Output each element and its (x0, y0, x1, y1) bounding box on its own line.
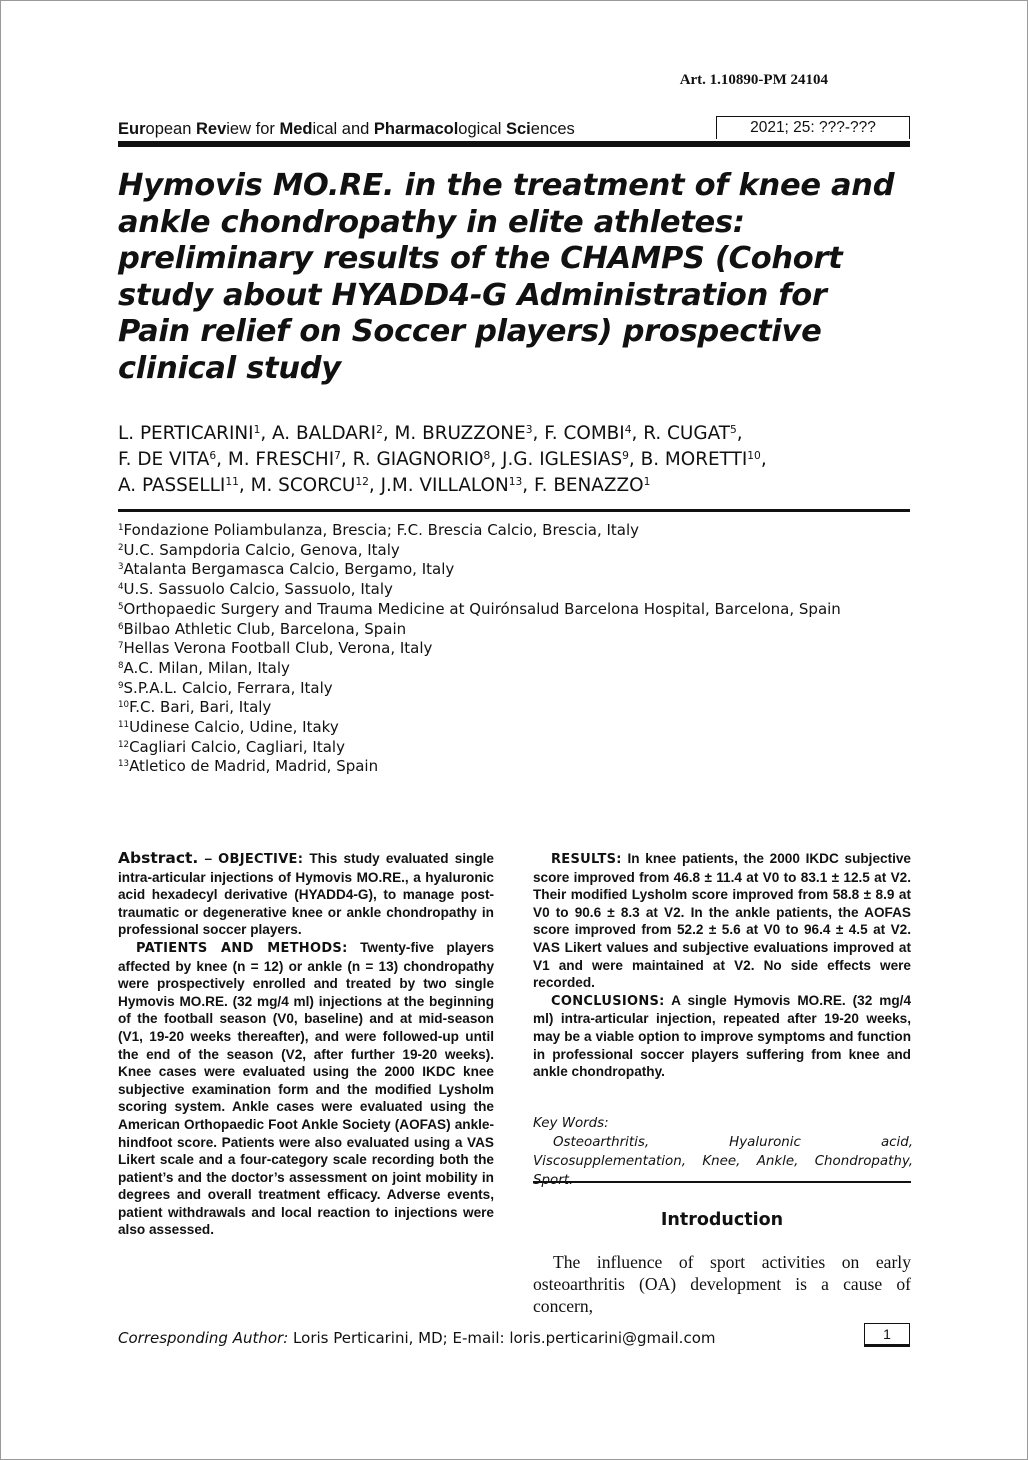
results-text: In knee patients, the 2000 IKDC subjective score improved from 46.8 ± 11.4 at V0 to 83.1 ± 12.5 at V2. Their modified Lysholm score improved from 58.8 ± 8.9 at V0 to 90.6 ± 8.3 at V2. In the ankle patients, the AOFAS score improved from 52.2 ± 5.6 at V0 to 96.4 ± 4.5 at V2. VAS Likert values and subjective evaluations improved at V1 and were maintained at V2. No side effects were recorded. (533, 851, 911, 991)
author-name: A. PASSELLI (118, 475, 226, 496)
affiliation-text: U.S. Sassuolo Calcio, Sassuolo, Italy (123, 580, 393, 599)
affiliation-text: U.C. Sampdoria Calcio, Genova, Italy (123, 540, 400, 559)
author-name: J.M. VILLALON (380, 475, 509, 496)
abstract-heading: Abstract. (118, 849, 199, 867)
affiliation-item (118, 620, 918, 640)
affiliation-item (118, 738, 918, 758)
author-name: R. GIAGNORIO (352, 449, 484, 470)
header-rule (118, 141, 910, 147)
author-name: M. FRESCHI (227, 449, 335, 470)
author-name: F. DE VITA (118, 449, 210, 470)
methods-text: Twenty-five players affected by knee (n = 12) or ankle (n = 13) chondropathy were prospectively enrolled and treated by two single Hymovis MO.RE. (32 mg/4 ml) injections at the beginning of the football season (V0, baseline) and at mid-season (V1, 19-20 weeks thereafter), and were followed-up until the end of the season (V2, after further 19-20 weeks). Knee cases were evaluated using the 2000 IKDC knee subjective examination form and the modified Lysholm scoring system. Ankle cases were evaluated using the American Orthopaedic Foot Ankle Society (AOFAS) ankle-hindfoot score. Patients were also evaluated using a VAS Likert scale and a four-category scale recording both the patient’s and the doctor’s assessment on joint mobility in degrees and overall treatment efficacy. Adverse events, patient withdrawals and local reaction to injections were also assessed. (118, 939, 495, 1238)
author-affiliation-number: 12 (355, 475, 369, 489)
affiliation-number: 9 (118, 680, 124, 691)
author-affiliation-number: 2 (376, 423, 383, 437)
affiliation-item (118, 718, 918, 738)
author-affiliation-number: 4 (624, 423, 632, 437)
affiliation-item (118, 560, 918, 580)
affiliation-number: 13 (118, 759, 130, 770)
affiliation-text: S.P.A.L. Calcio, Ferrara, Italy (123, 678, 333, 697)
affiliation-number: 3 (118, 562, 124, 573)
author-affiliation-number: 1 (253, 423, 261, 437)
author-affiliation-number: 7 (334, 449, 341, 463)
keywords-rule (533, 1181, 911, 1183)
author-affiliation-number: 5 (729, 423, 737, 437)
keywords-text: Osteoarthritis, Hyaluronic acid, Viscosupplementation, Knee, Ankle, Chondropathy, (533, 1135, 913, 1169)
corresponding-author (118, 1329, 715, 1347)
affiliation-item (118, 639, 918, 659)
introduction-heading: Introduction (660, 1210, 784, 1230)
author-name: F. COMBI (544, 423, 625, 444)
affiliation-item (118, 580, 918, 600)
corresponding-text: Loris Perticarini, MD; E-mail: loris.perticarini@gmail.com (288, 1329, 716, 1347)
article-title: Hymovis MO.RE. in the treatment of knee and ankle chondropathy in elite athletes: preliminary results of the CHAMPS (Cohort study about HYADD4-G Administration for Pain relief on Soccer players) prospective clinical study (118, 168, 895, 386)
affiliation-text: Hellas Verona Football Club, Verona, Italy (123, 639, 433, 658)
affiliation-number: 10 (118, 700, 130, 711)
journal-name-part: ogical (458, 120, 506, 138)
author-affiliation-number: 9 (622, 449, 629, 463)
author-name: B. MORETTI (640, 449, 748, 470)
author-name: A. BALDARI (272, 423, 377, 444)
page-number: 1 (864, 1323, 910, 1347)
journal-name-part: Pharmacol (373, 120, 459, 138)
affiliation-number: 7 (118, 641, 124, 652)
methods-label: PATIENTS AND METHODS: (136, 940, 348, 956)
affiliation-number: 12 (118, 739, 130, 750)
affiliation-list (118, 521, 918, 777)
affiliation-item (118, 541, 918, 561)
journal-volume: 2021; 25: ???-??? (716, 116, 910, 139)
abstract-right-column (533, 850, 911, 1081)
journal-name-part: ical and (312, 120, 374, 138)
affiliation-text: Orthopaedic Surgery and Trauma Medicine at Quirónsalud Barcelona Hospital, Barcelona, Spain (123, 599, 841, 618)
conclusions-label: CONCLUSIONS: (551, 993, 665, 1009)
article-reference: Art. 1.10890-PM 24104 (679, 72, 828, 88)
affiliation-number: 8 (118, 661, 124, 672)
author-name: F. BENAZZO (534, 475, 644, 496)
abstract-dash: – (198, 851, 219, 866)
objective-label: OBJECTIVE: (218, 852, 304, 867)
author-affiliation-number: 10 (747, 449, 761, 463)
affiliation-item (118, 757, 918, 777)
affiliation-text: Udinese Calcio, Udine, Itaky (129, 718, 339, 737)
author-affiliation-number: 1 (643, 475, 651, 489)
affiliation-number: 2 (118, 542, 124, 553)
author-affiliation-number: 13 (508, 475, 523, 489)
abstract-left-column (118, 850, 494, 1239)
journal-name-part: Med (279, 120, 313, 138)
journal-name-part: Rev (195, 120, 227, 138)
affiliation-item (118, 659, 918, 679)
journal-name (118, 120, 575, 139)
author-name: M. BRUZZONE (394, 423, 526, 444)
author-affiliation-number: 6 (209, 449, 217, 463)
affiliation-item (118, 521, 918, 541)
affiliation-text: A.C. Milan, Milan, Italy (123, 658, 290, 677)
conclusions-text: A single Hymovis MO.RE. (32 mg/4 ml) intra-articular injection, repeated after 19-20 weeks, may be a viable option to improve symptoms and function in professional soccer players suffering from knee and ankle chondropathy. (533, 992, 911, 1080)
author-line: L. PERTICARINI$^1$, A. BALDARI$^2$, M. BRUZZONE$^3$, F. COMBI$^4$, R. CUGAT$^5$, (118, 423, 743, 444)
affiliation-number: 11 (118, 720, 130, 731)
author-line: A. PASSELLI$^{11}$, M. SCORCU$^{12}$, J.M. VILLALON$^{13}$, F. BENAZZO$^1$ (118, 475, 651, 496)
journal-name-part: opean (145, 120, 196, 138)
affiliation-text: Atalanta Bergamasca Calcio, Bergamo, Italy (123, 560, 455, 579)
affiliation-item (118, 679, 918, 699)
author-name: J.G. IGLESIAS (502, 449, 623, 470)
affiliation-item (118, 698, 918, 718)
affiliation-text: Bilbao Athletic Club, Barcelona, Spain (123, 619, 407, 638)
author-affiliation-number: 3 (525, 423, 533, 437)
affiliation-item (118, 600, 918, 620)
author-affiliation-number: 8 (483, 449, 491, 463)
keywords-block (533, 1114, 913, 1190)
results-label: RESULTS: (551, 852, 622, 867)
author-list (118, 421, 908, 499)
introduction-text: The influence of sport activities on early osteoarthritis (OA) development is a cause of concern, (533, 1252, 911, 1316)
author-affiliation-number: 11 (225, 475, 239, 489)
journal-name-part: iew for (226, 120, 280, 138)
affiliation-text: F.C. Bari, Bari, Italy (129, 698, 272, 717)
journal-name-part: Eur (118, 120, 146, 138)
affiliation-text: Cagliari Calcio, Cagliari, Italy (129, 737, 345, 756)
affiliation-number: 6 (118, 621, 124, 632)
author-name: R. CUGAT (643, 423, 730, 444)
affiliation-number: 5 (118, 602, 124, 613)
journal-name-part: ences (530, 120, 575, 138)
objective-text: This study evaluated single intra-articular injections of Hymovis MO.RE., a hyaluronic acid hexadecyl derivative (HYADD4-G), to manage post-traumatic or degenerative knee or ankle chondropathy in professional soccer players. (118, 851, 494, 938)
affiliation-text: Atletico de Madrid, Madrid, Spain (129, 757, 379, 776)
author-name: L. PERTICARINI (118, 423, 254, 444)
affiliation-rule (118, 509, 910, 512)
affiliation-number: 4 (118, 582, 124, 593)
author-line: F. DE VITA$^6$, M. FRESCHI$^7$, R. GIAGNORIO$^8$, J.G. IGLESIAS$^9$, B. MORETTI$^{10}$, (118, 449, 767, 470)
corresponding-label: Corresponding Author: (118, 1329, 289, 1347)
affiliation-number: 1 (118, 523, 124, 534)
journal-name-part: Sci (506, 120, 531, 138)
affiliation-text: Fondazione Poliambulanza, Brescia; F.C. Brescia Calcio, Brescia, Italy (123, 521, 640, 539)
author-name: M. SCORCU (250, 475, 356, 496)
keywords-label: Key Words: (533, 1116, 609, 1131)
